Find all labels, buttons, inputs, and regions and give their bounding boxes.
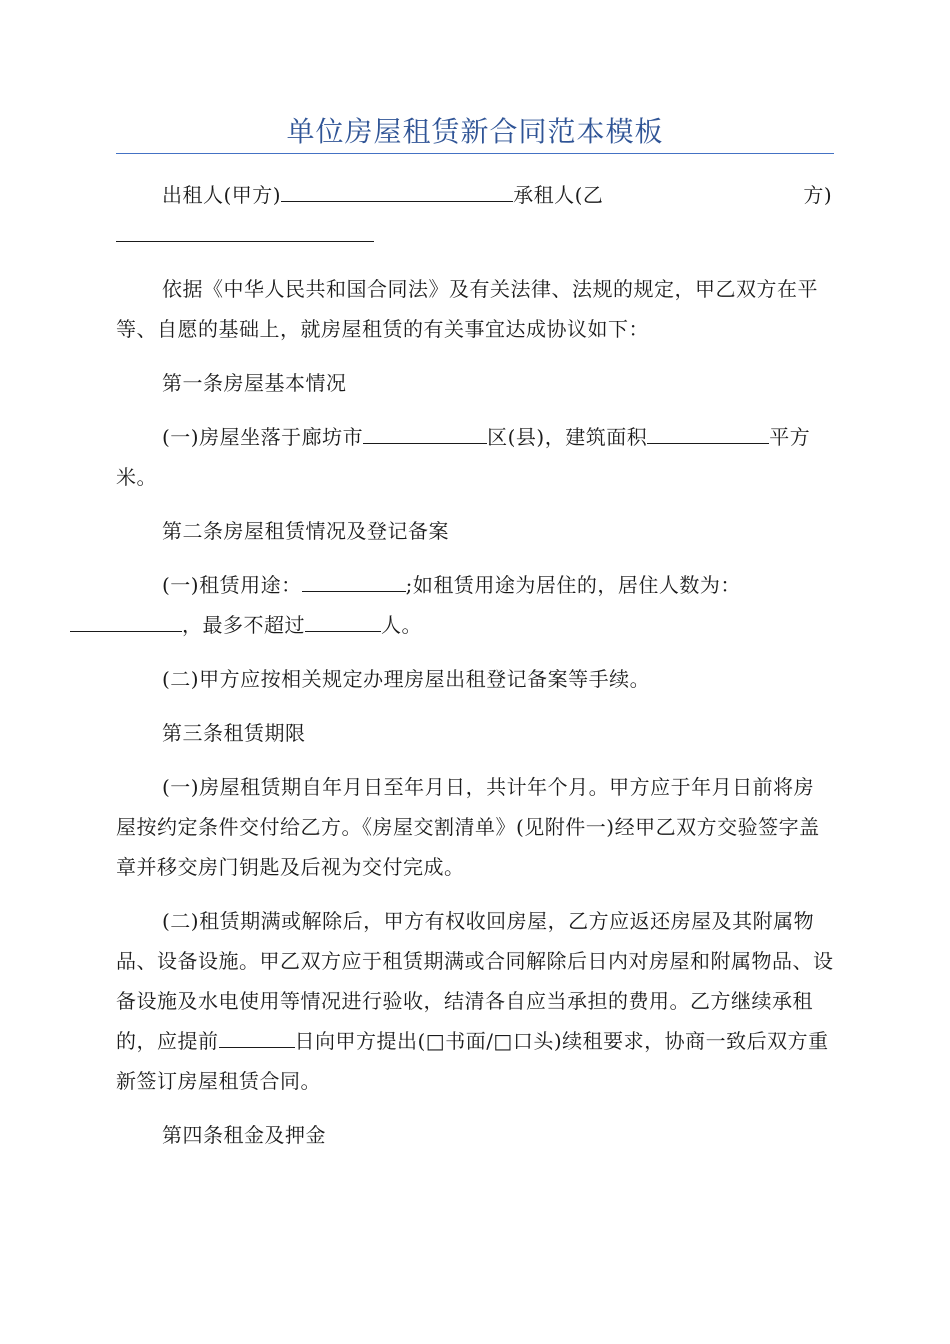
document-title: 单位房屋租赁新合同范本模板	[286, 115, 664, 148]
clause-text: ;如租赁用途为居住的，居住人数为：	[405, 573, 741, 597]
renewal-days-blank	[219, 1023, 295, 1048]
article1-clause1	[116, 417, 834, 497]
district-blank	[363, 419, 487, 444]
lessor-label: 出租人(甲方)	[162, 183, 282, 207]
lessor-blank	[281, 177, 513, 202]
lessee-blank	[116, 217, 374, 242]
article2-clause1	[116, 565, 834, 645]
title-underline	[116, 153, 834, 154]
lessee-label: 承租人(乙	[513, 183, 604, 207]
clause-text: (一)租赁用途：	[162, 573, 302, 597]
document-body	[116, 175, 834, 1169]
max-occupants-blank	[305, 607, 381, 632]
clause-text: 平方米。	[116, 425, 811, 489]
article2-heading: 第二条房屋租赁情况及登记备案	[162, 519, 449, 543]
lessee-label-cont: 方)	[803, 183, 833, 207]
purpose-blank	[302, 567, 406, 592]
clause-text: 人。	[381, 613, 422, 637]
occupants-blank	[70, 607, 182, 632]
article3-clause1: (一)房屋租赁期自年月日至年月日，共计年个月。甲方应于年月日前将房屋按约定条件交付给乙方。《房屋交割清单》(见附件一)经甲乙双方交验签字盖章并移交房门钥匙及后视为交付完成。	[116, 775, 820, 879]
clause-text: ，最多不超过	[182, 613, 305, 637]
article2-clause2: (二)甲方应按相关规定办理房屋出租登记备案等手续。	[162, 667, 651, 691]
clause-text: (一)房屋坐落于廊坊市	[162, 425, 364, 449]
parties-paragraph	[116, 175, 834, 255]
article1-heading: 第一条房屋基本情况	[162, 371, 347, 395]
clause-text: (二)租赁期满或解除后，甲方有权收回房屋，乙方应返还房屋及其附属物品、设备设施。甲乙双方应于租赁期满或合同解除后日内对房屋和附属物品、设备设施及水电使用等情况进行验收，结清各自应当承担的费用。乙方继续承租的，应提前	[116, 909, 834, 1053]
clause-text: 区(县)，建筑面积	[487, 425, 648, 449]
article4-heading: 第四条租金及押金	[162, 1123, 326, 1147]
intro-paragraph: 依据《中华人民共和国合同法》及有关法律、法规的规定，甲乙双方在平等、自愿的基础上，就房屋租赁的有关事宜达成协议如下：	[116, 277, 818, 341]
article3-heading: 第三条租赁期限	[162, 721, 306, 745]
area-blank	[647, 419, 769, 444]
article3-clause2	[116, 901, 834, 1101]
clause-text: 日向甲方提出(□书面/□口头)续租要求，协商一致后双方重新签订房屋租赁合同。	[116, 1029, 829, 1093]
